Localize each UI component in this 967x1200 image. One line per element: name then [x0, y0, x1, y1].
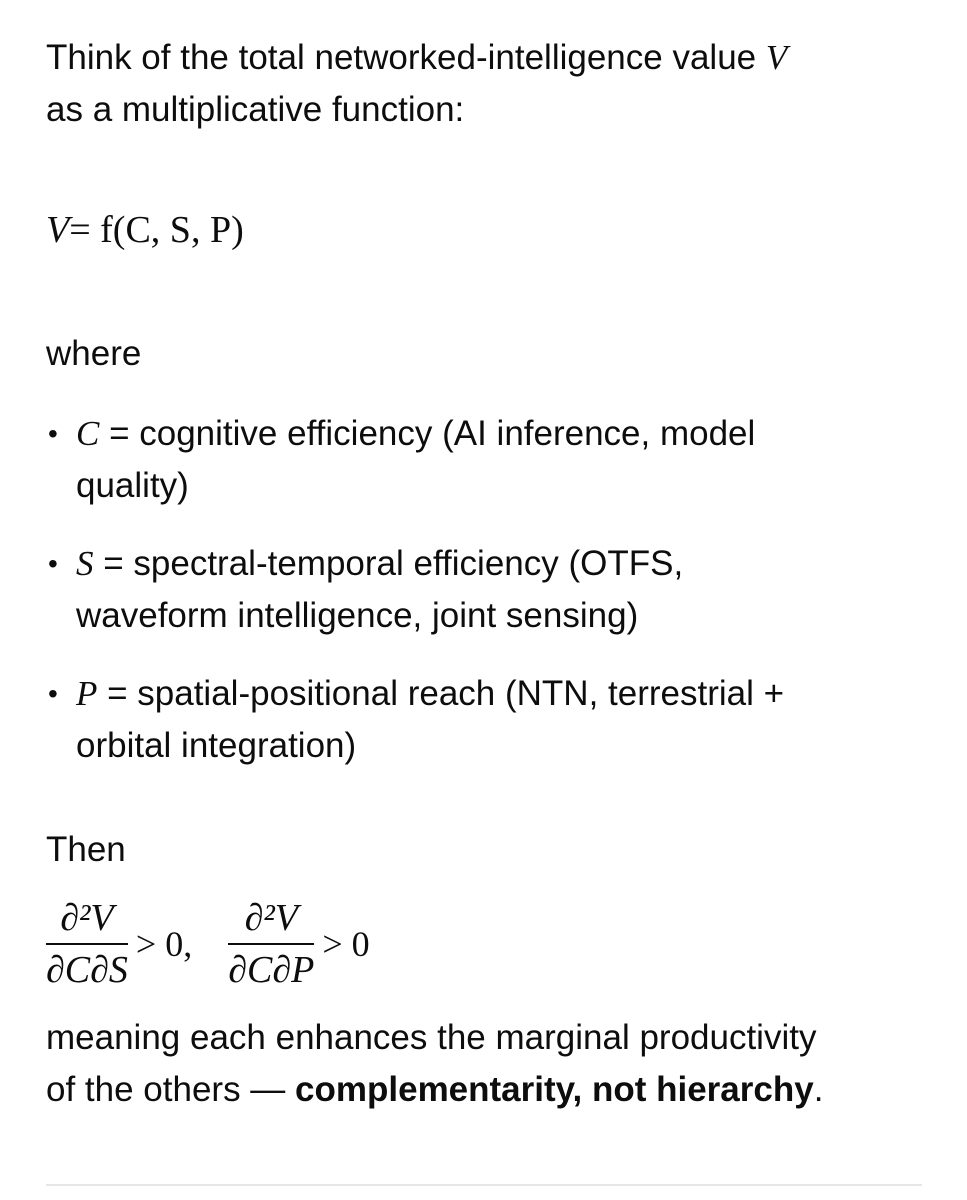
main-equation: V= f(C, S, P)	[46, 209, 244, 251]
relation-cs: > 0,	[135, 924, 193, 964]
list-item: • P = spatial-positional reach (NTN, terrestrial + orbital integration)	[46, 668, 926, 772]
bullet-icon: •	[48, 548, 58, 579]
where-label: where	[46, 334, 142, 373]
fraction-bar	[46, 943, 128, 945]
bullet-icon: •	[48, 418, 58, 449]
definitions-list	[46, 408, 926, 772]
conclusion-line-1: meaning each enhances the marginal productivity	[46, 1018, 817, 1057]
then-label: Then	[46, 830, 126, 869]
intro-line-2: as a multiplicative function:	[46, 90, 465, 129]
list-item: • C = cognitive efficiency (AI inference, model quality)	[46, 408, 926, 512]
list-item: • S = spectral-temporal efficiency (OTFS, waveform intelligence, joint sensing)	[46, 538, 926, 642]
derivative-fraction-cp: $\frac{\text{∂²V}}{\partial C\partial P}$	[228, 897, 315, 991]
bullet-icon: •	[48, 678, 58, 709]
intro-line-1: Think of the total networked-intelligence value V	[46, 38, 788, 77]
derivative-fraction-cs: $\frac{\text{∂²V}}{\partial C\partial S}$	[46, 897, 128, 991]
emphasis-text: complementarity, not hierarchy	[295, 1070, 814, 1109]
derivative-conditions	[46, 895, 370, 993]
fraction-bar	[228, 943, 314, 945]
var-v: V	[765, 38, 788, 77]
relation-cp: > 0	[322, 924, 370, 964]
divider	[46, 1184, 922, 1186]
conclusion-line-2: of the others — complementarity, not hierarchy.	[46, 1070, 824, 1109]
